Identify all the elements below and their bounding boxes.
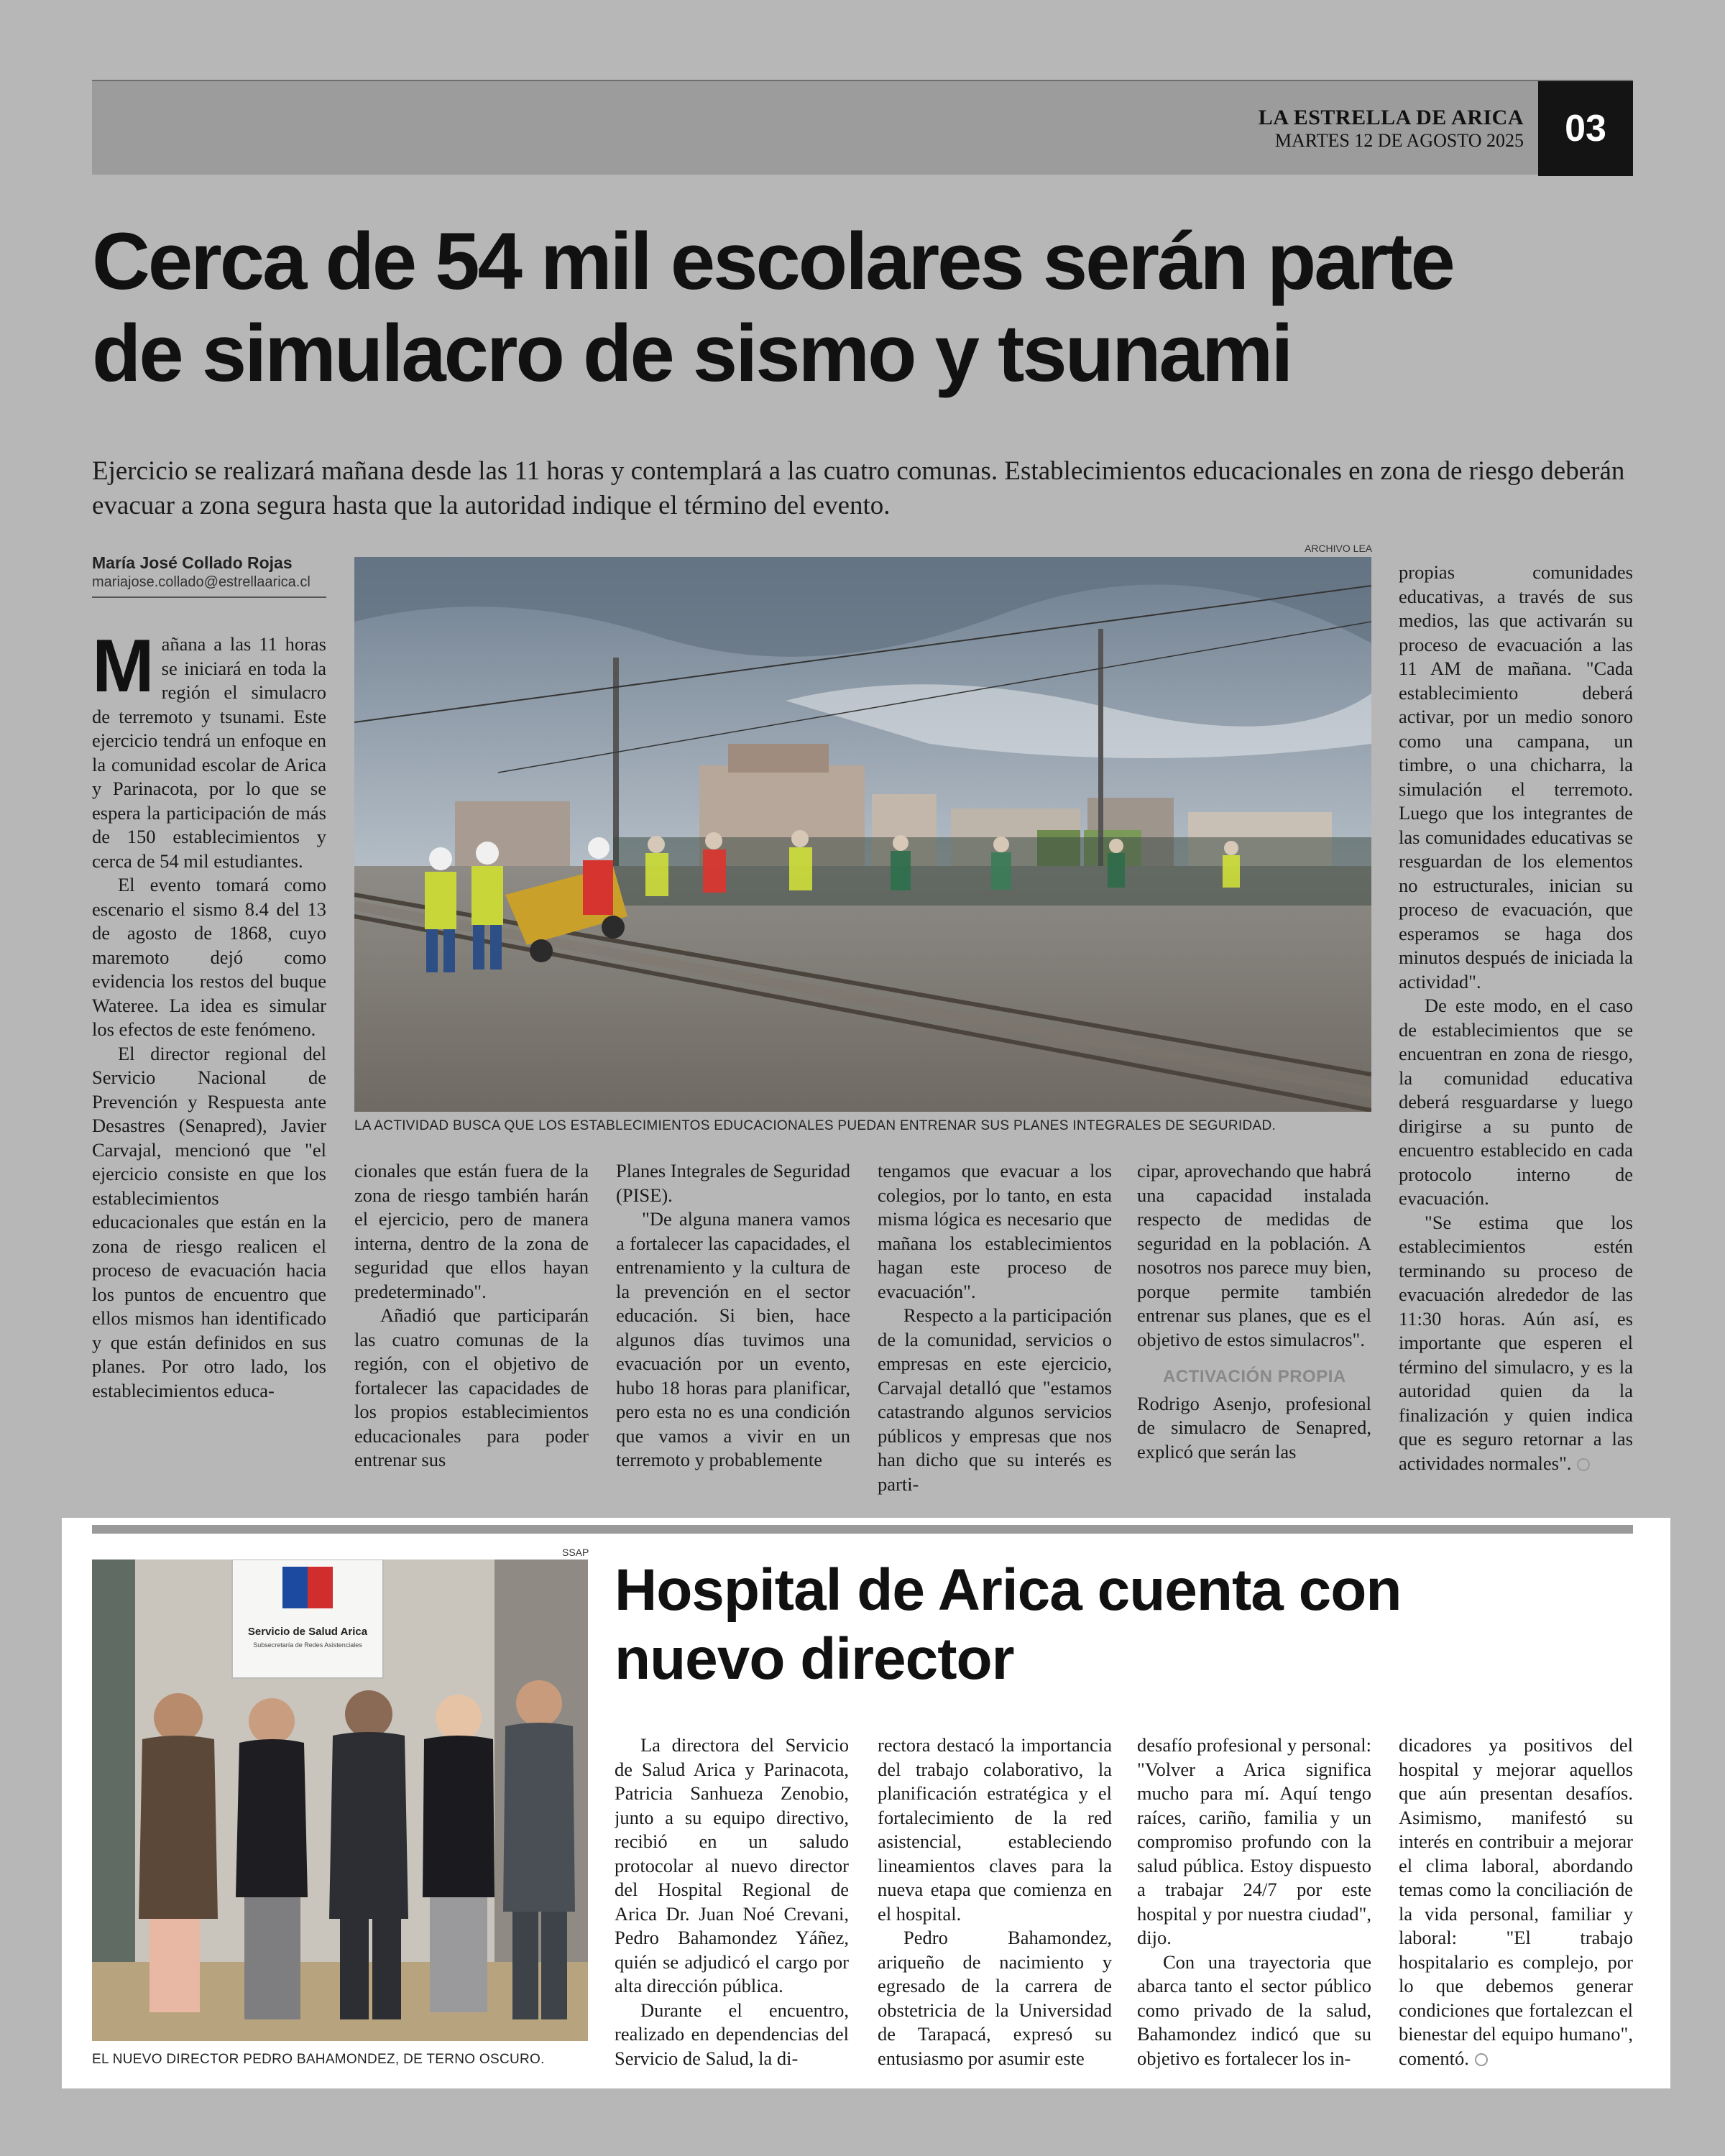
section-subhead: ACTIVACIÓN PROPIA [1163, 1367, 1346, 1386]
article-column-6 [1399, 561, 1633, 1497]
article-headline [92, 216, 1637, 400]
sign-title: Servicio de Salud Arica [247, 1626, 368, 1638]
paragraph: El evento tomará como escenario el sismo 8.4 del 13 de agosto de 1868, cuyo maremoto dejó como evidencia los restos del buque Wateree. La idea es simular los efectos de este fenómeno. [92, 874, 326, 1040]
article-headline [615, 1556, 1621, 1694]
main-photo [354, 557, 1371, 1112]
article2-column-2 [878, 1733, 1112, 2077]
paragraph: Con una trayectoria que abarca tanto el sector público como privado de la salud, Bahamondez indicó que su objetivo es fortalecer los in- [1137, 1950, 1371, 2069]
paragraph: De este modo, en el caso de establecimientos que se encuentran en zona de riesgo, la comunidad educativa deberá resguardarse y luego dirigirse a su punto de encuentro establecido en cada protocolo interno de evacuación. [1399, 995, 1633, 1209]
paragraph: propias comunidades educativas, a través de sus medios, las que activarán su proceso de evacuación a las 11 AM de mañana. "Cada establecimiento deberá activar, por un medio sonoro como una campana, un timbre, o una chicharra, la simulación el terremoto. Luego que los integrantes de las comunidades educativas se resguardan de los elementos no estructurales, inician su proceso de evacuación, que esperamos se haga dos minutos después de iniciada la actividad". [1399, 561, 1633, 992]
paragraph: Añadió que participarán las cuatro comunas de la región, con el objetivo de fortalecer las capacidades de los propios establecimientos educacionales para poder entrenar sus [354, 1304, 589, 1470]
paragraph: tengamos que evacuar a los colegios, por lo tanto, en esta misma lógica es necesario que mañana los establecimientos hagan este proceso de evacuación". [878, 1160, 1112, 1302]
article-column-3 [616, 1159, 850, 1497]
article2-column-3 [1137, 1733, 1371, 2077]
paragraph: rectora destacó la importancia del trabajo colaborativo, la planificación estratégica y el fortalecimiento de la red asistencial, estableciendo lineamientos claves para la nueva etapa que comienza en el hospital. [878, 1734, 1112, 1925]
headline-line-2: nuevo director [615, 1626, 1014, 1692]
article-column-4 [878, 1159, 1112, 1497]
article-column-5 [1137, 1159, 1371, 1497]
headline-line-2: de simulacro de sismo y tsunami [92, 308, 1292, 398]
masthead [1259, 106, 1524, 152]
paragraph: dicadores ya positivos del hospital y mejorar aquellos que aún presentan desafíos. Asimismo, manifestó su interés en contribuir a mejorar el clima laboral, abordando temas como la conciliación de la vida personal, familiar y laboral: "El trabajo hospitalario es complejo, por lo que debemos generar condiciones que fortalezcan el bienestar del equipo humano", comentó. [1399, 1734, 1633, 2069]
article-column-1 [92, 632, 326, 1495]
section-divider [92, 1525, 1633, 1534]
paragraph: Rodrigo Asenjo, profesional de simulacro de Senapred, explicó que serán las [1137, 1392, 1371, 1462]
paragraph: Durante el encuentro, realizado en dependencias del Servicio de Salud, la di- [615, 1999, 849, 2069]
article-deck: Ejercicio se realizará mañana desde las 11 horas y contemplará a las cuatro comunas. Establecimientos educacionales en zona de riesgo deberán evacuar a zona segura hasta que la autoridad indique el término del evento. [92, 456, 1625, 520]
article2-column-1 [615, 1733, 849, 2077]
paragraph: Planes Integrales de Seguridad (PISE). [616, 1160, 850, 1206]
byline [92, 553, 326, 598]
page-number: 03 [1538, 81, 1633, 176]
headline-line-1: Hospital de Arica cuenta con [615, 1557, 1402, 1623]
drop-cap: M [92, 632, 155, 708]
paragraph: desafío profesional y personal: "Volver a Arica significa mucho para mí. Aquí tengo raíces, cariño, familia y un compromiso profundo con la salud pública. Estoy dispuesto a trabajar 24/7 por este hospital y por nuestra ciudad", dijo. [1137, 1734, 1371, 1948]
photo-caption: EL NUEVO DIRECTOR PEDRO BAHAMONDEZ, DE TERNO OSCURO. [92, 2052, 545, 2067]
headline-line-1: Cerca de 54 mil escolares serán parte [92, 216, 1453, 306]
sign-subtitle: Subsecretaría de Redes Asistenciales [253, 1641, 362, 1649]
issue-date: MARTES 12 DE AGOSTO 2025 [1274, 130, 1524, 151]
article2-column-4 [1399, 1733, 1633, 2077]
author-name: María José Collado Rojas [92, 553, 293, 572]
paragraph: añana a las 11 horas se iniciará en toda la región el simulacro de terremoto y tsunami. Este ejercicio tendrá un enfoque en la comunidad escolar de Arica y Parinacota, por lo que se espera la participación de más de 150 establecimientos y cerca de 54 mil estudiantes. [92, 633, 326, 872]
paragraph: "Se estima que los establecimientos estén terminando su proceso de evacuación alrededor de las 11:30 horas. Aún así, es importante que esperen el término del simulacro, y es la autoridad quien da la finalización y quien indica que es seguro retornar a las actividades normales". [1399, 1211, 1633, 1474]
director-photo [92, 1560, 588, 2041]
page-header [92, 80, 1633, 175]
paragraph: "De alguna manera vamos a fortalecer las capacidades, el entrenamiento y la cultura de la prevención en el sector educación. Si bien, hace algunos días tuvimos una evacuación por un evento, hubo 18 horas para planificar, pero esta no es una condición que vamos a vivir en un terremoto y probablemente [616, 1208, 850, 1470]
end-mark-icon [1577, 1458, 1590, 1471]
evacuation-drill-photo [354, 557, 1371, 1112]
paragraph: Pedro Bahamondez, ariqueño de nacimiento y egresado de la carrera de obstetricia de la Universidad de Tarapacá, expresó su entusiasmo por asumir este [878, 1927, 1112, 2069]
paragraph: La directora del Servicio de Salud Arica y Parinacota, Patricia Sanhueza Zenobio, junto a su equipo directivo, recibió en un saludo protocolar al nuevo director del Hospital Regional de Arica Dr. Juan Noé Crevani, Pedro Bahamondez Yáñez, quién se adjudicó el cargo por alta dirección pública. [615, 1734, 849, 1996]
end-mark-icon [1475, 2053, 1488, 2066]
paragraph: El director regional del Servicio Nacional de Prevención y Respuesta ante Desastres (Senapred), Javier Carvajal, mencionó que "el ejercicio consiste en que los establecimientos educacionales que están en la zona de riesgo realicen el proceso de evacuación hacia los puntos de encuentro que ellos mismos han identificado y que están definidos en sus planes. Por otro lado, los establecimientos educa- [92, 1042, 326, 1401]
paragraph: cionales que están fuera de la zona de riesgo también harán el ejercicio, pero de manera interna, dentro de la zona de seguridad que ellos hayan predeterminado". [354, 1160, 589, 1302]
photo-credit: SSAP [562, 1547, 589, 1558]
article-column-2 [354, 1159, 589, 1497]
paragraph: cipar, aprovechando que habrá una capacidad instalada respecto de medidas de seguridad en la población. A nosotros nos parece muy bien, porque permite también entrenar sus planes, que es el objetivo de estos simulacros". [1137, 1160, 1371, 1350]
paragraph: Respecto a la participación de la comunidad, servicios o empresas en este ejercicio, Carvajal detalló que "estamos catastrando algunos servicios públicos y empresas que nos han dicho que su interés es parti- [878, 1304, 1112, 1495]
author-email[interactable]: mariajose.collado@estrellaarica.cl [92, 574, 310, 590]
photo-credit: ARCHIVO LEA [1305, 543, 1373, 554]
newspaper-name: LA ESTRELLA DE ARICA [1258, 106, 1524, 129]
photo-caption: LA ACTIVIDAD BUSCA QUE LOS ESTABLECIMIENTOS EDUCACIONALES PUEDAN ENTRENAR SUS PLANES INTEGRALES DE SEGURIDAD. [354, 1118, 1276, 1133]
